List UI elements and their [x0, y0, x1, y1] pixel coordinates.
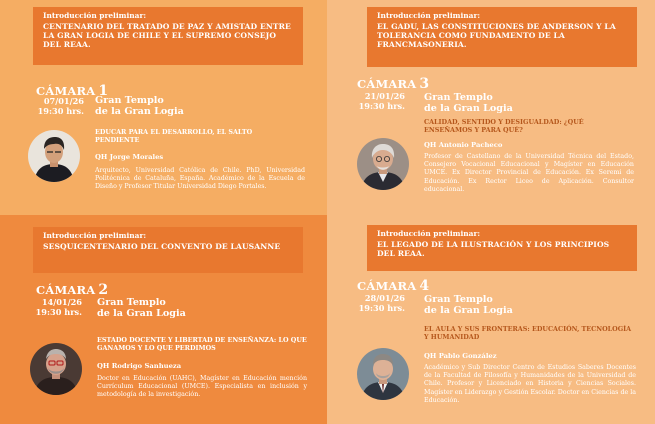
speaker-photo: [357, 348, 409, 400]
session-panel-3: [327, 0, 655, 215]
intro-box: [367, 225, 637, 271]
talk-title: EL AULA Y SUS FRONTERAS: EDUCACIÓN, TECNOLOGÍA Y HUMANIDAD: [424, 325, 632, 341]
intro-title: SESQUICENTENARIO DEL CONVENTO DE LAUSANNE: [43, 242, 281, 251]
venue-line-1: Gran Templo: [424, 294, 493, 305]
speaker-bio: Académico y Sub Director Centro de Estudios Saberes Docentes de la Facultad de Filosofía y Humanidades de la Universidad de Chile. Profesor y Licenciado en Historia y Ciencias Sociales. Magíster en Liderazgo y Gestión Escolar. Doctor en Ciencias de la Educación.: [424, 364, 636, 404]
intro-label: Introducción preliminar:: [43, 11, 147, 20]
session-time: 19:30 hrs.: [37, 105, 84, 116]
session-date: 28/01/26: [364, 293, 405, 303]
session-panel-2: [0, 215, 327, 424]
venue-line-2: de la Gran Logia: [424, 103, 513, 115]
session-panel-1: [0, 0, 327, 215]
venue: [95, 95, 184, 117]
speaker-photo: [30, 343, 82, 395]
venue-line-2: de la Gran Logia: [97, 308, 186, 320]
intro-label: Introducción preliminar:: [43, 231, 147, 240]
session-date: 14/01/26: [41, 297, 82, 307]
intro-title: EL GADU, LAS CONSTITUCIONES DE ANDERSON Y LA TOLERANCIA COMO FUNDAMENTO DE LA FRANCMASONERIA.: [377, 22, 616, 49]
session-time: 19:30 hrs.: [358, 302, 405, 313]
speaker-bio: Doctor en Educación (UAHC), Magíster en Educación mención Currículum Educacional (UMCE). Especialista en inclusión y metodología de la investigación.: [97, 375, 307, 399]
venue: [424, 294, 513, 316]
venue: [97, 297, 186, 319]
intro-box: [33, 7, 303, 65]
intro-title: CENTENARIO DEL TRATADO DE PAZ Y AMISTAD ENTRE LA GRAN LOGIA DE CHILE Y EL SUPREMO CONSEJO DEL REAA.: [43, 22, 291, 49]
session-datetime: [355, 294, 405, 313]
camara-number: 1: [98, 83, 109, 99]
camara-number: 2: [98, 282, 109, 298]
camara-heading: CÁMARA 2: [36, 282, 109, 298]
session-time: 19:30 hrs.: [35, 306, 82, 317]
talk-title: CALIDAD, SENTIDO Y DESIGUALDAD: ¿QUÉ ENSEÑAMOS Y PARA QUÉ?: [424, 118, 584, 134]
intro-title: EL LEGADO DE LA ILUSTRACIÓN Y LOS PRINCIPIOS DEL REAA.: [377, 240, 610, 258]
session-datetime: [30, 298, 82, 317]
venue-line-2: de la Gran Logia: [95, 106, 184, 118]
session-datetime: [34, 97, 84, 116]
speaker-photo: [357, 138, 409, 190]
speaker-photo: [28, 130, 80, 182]
session-time: 19:30 hrs.: [358, 100, 405, 111]
venue-line-1: Gran Templo: [97, 297, 166, 308]
venue-line-1: Gran Templo: [424, 92, 493, 103]
session-datetime: [355, 92, 405, 111]
intro-label: Introducción preliminar:: [377, 11, 481, 20]
camara-heading: CÁMARA 1: [36, 83, 109, 99]
speaker-name: QH Pablo González: [424, 352, 497, 360]
intro-label: Introducción preliminar:: [377, 229, 481, 238]
camara-heading: CÁMARA 4: [357, 278, 430, 294]
session-date: 07/01/26: [43, 96, 84, 106]
speaker-bio: Profesor de Castellano de la Universidad Técnica del Estado, Consejero Vocacional Educacional y Magíster en Educación UMCE. Ex Director Provincial de Educación. Ex Seremi de Educación. Ex Rector Liceo de Aplicación. Consultor educacional.: [424, 153, 634, 193]
talk-title: ESTADO DOCENTE Y LIBERTAD DE ENSEÑANZA: LO QUE GANAMOS Y LO QUE PERDIMOS: [97, 336, 307, 352]
venue-line-1: Gran Templo: [95, 95, 164, 106]
speaker-bio: Arquitecto, Universidad Católica de Chile. PhD, Universidad Politécnica de Cataluña, España. Académico de la Escuela de Diseño y Profesor Titular Universidad Diego Portales.: [95, 167, 305, 191]
intro-box: [33, 227, 303, 273]
camara-number: 4: [419, 278, 430, 294]
camara-heading: CÁMARA 3: [357, 76, 430, 92]
session-date: 21/01/26: [364, 91, 405, 101]
intro-box: [367, 7, 637, 67]
speaker-name: QH Jorge Morales: [95, 153, 164, 161]
speaker-name: QH Rodrigo Sanhueza: [97, 362, 182, 370]
speaker-name: QH Antonio Pacheco: [424, 141, 503, 149]
camara-number: 3: [419, 76, 430, 92]
venue-line-2: de la Gran Logia: [424, 305, 513, 317]
session-panel-4: [327, 215, 655, 424]
venue: [424, 92, 513, 114]
talk-title: EDUCAR PARA EL DESARROLLO, EL SALTO PENDIENTE: [95, 128, 253, 144]
